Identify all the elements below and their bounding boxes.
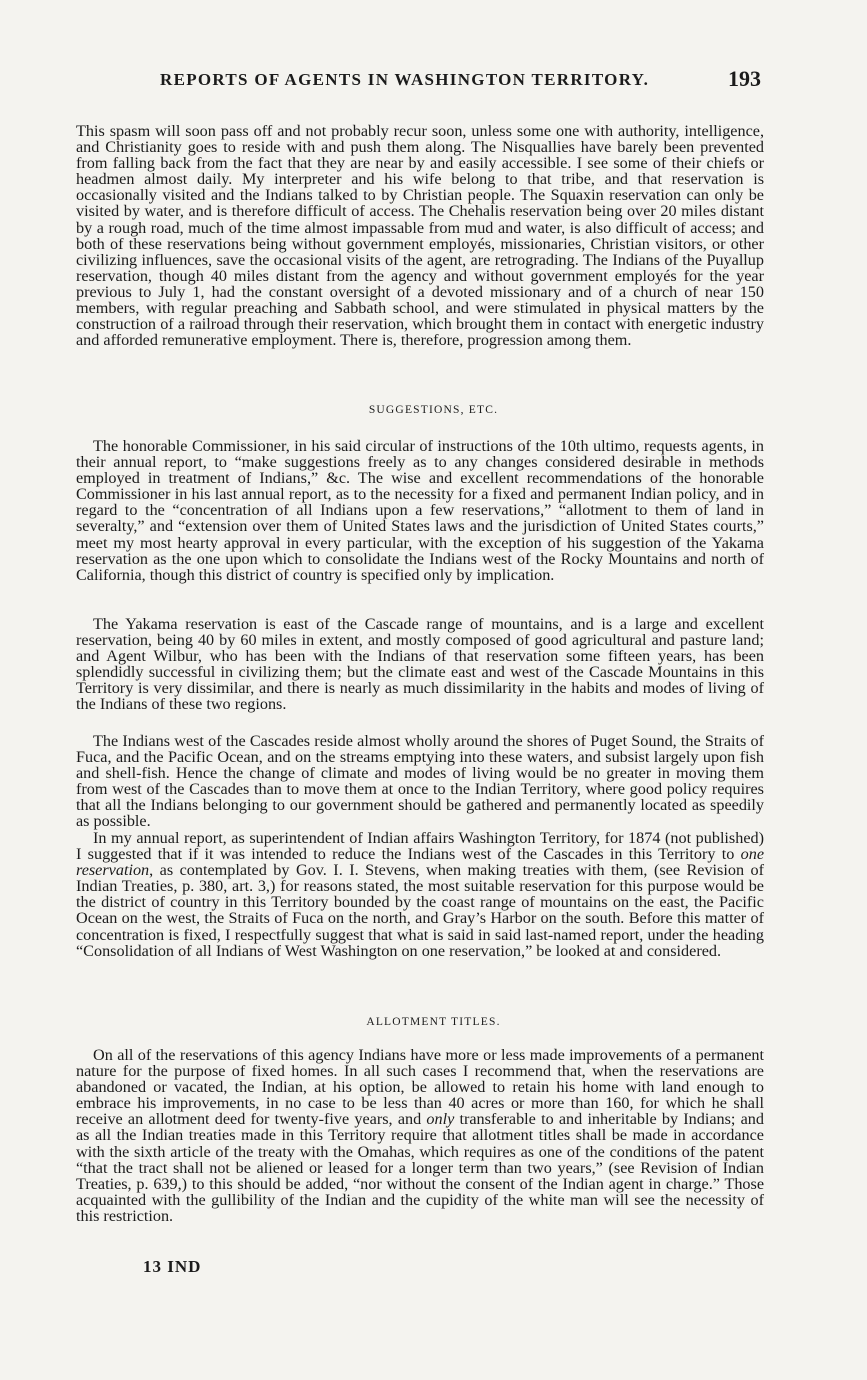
only-emphasis: only [426, 1110, 455, 1129]
signature-mark: 13 IND [143, 1257, 202, 1276]
paragraph-allotment-text-b: transferable to and inheritable by Indians; and as all the Indian treaties made in this Territory require that allotment titles shall be made in accordance with the sixth article of the treaty with the Omahas, which requires as one of the conditions of the patent “that the tract shall not be aliened or leased for a longer term than two years,” (see Revision of Indian Treaties, p. 639,) to this should be added, “nor without the consent of the Indian agent in charge.” Those acquainted with the gullibility of the Indian and the cupidity of the white man will see the necessity of this restriction. [76, 1110, 764, 1225]
paragraph-yakama: The Yakama reservation is east of the Cascade range of mountains, and is a large and excellent reservation, being 40 by 60 miles in extent, and mostly composed of good agricultural and pasture land; and Agent Wilbur, who has been with the Indians of that reservation some fifteen years, has been splendidly successful in civilizing them; but the climate east and west of the Cascade Mountains in this Territory is very dissimilar, and there is nearly as much dissimilarity in the habits and modes of living of the Indians of these two regions. [76, 615, 764, 714]
paragraph-annual-report-text-b: , as contemplated by Gov. I. I. Stevens, when making treaties with them, (see Revision of Indian Treaties, p. 380, art. 3,) for reasons stated, the most suitable reservation for this purpose would be the district of country in this Territory bounded by the coast range of mountains on the east, the Pacific Ocean on the west, the Straits of Fuca on the north, and Gray’s Harbor on the south. Before this matter of concentration is fixed, I respectfully suggest that what is said in said last-named report, under the heading “Consolidation of all Indians of West Washington on one reservation,” be looked at and considered. [76, 861, 764, 960]
paragraph-commissioner: The honorable Commissioner, in his said circular of instructions of the 10th ultimo, requests agents, in their annual report, to “make suggestions freely as to any changes considered desirable in methods employed in treatment of Indians,” &c. The wise and excellent recommendations of the honorable Commissioner in his last annual report, as to the necessity for a fixed and permanent Indian policy, and in regard to the “concentration of all Indians upon a few reservations,” “allotment to them of land in severalty,” and “extension over them of United States laws and the jurisdiction of United States courts,” meet my most hearty approval in every particular, with the exception of his suggestion of the Yakama reservation as the one upon which to consolidate the Indians west of the Rocky Mountains and north of California, though this district of country is specified only by implication. [76, 437, 764, 584]
paragraph-annual-report [76, 830, 764, 959]
one-reservation-emphasis: one reservation [76, 845, 764, 880]
running-header: REPORTS OF AGENTS IN WASHINGTON TERRITORY. [160, 70, 650, 89]
paragraph-annual-report-text-a: In my annual report, as superintendent of Indian affairs Washington Territory, for 1874 (not published) I suggested that if it was intended to reduce the Indians west of the Cascades in this Territory to [76, 829, 764, 864]
section-heading-suggestions: SUGGESTIONS, ETC. [368, 404, 499, 416]
paragraph-cascades: The Indians west of the Cascades reside almost wholly around the shores of Puget Sound, the Straits of Fuca, and the Pacific Ocean, and on the streams emptying into these waters, and subsist largely upon fish and shell-fish. Hence the change of climate and modes of living would be no greater in moving them from west of the Cascades than to move them at once to the Indian Territory, where good policy requires that all the Indians belonging to our government should be gathered and permanently located as speedily as possible. [76, 732, 764, 831]
page-number: 193 [728, 66, 761, 91]
paragraph-allotment-text-a: On all of the reservations of this agency Indians have more or less made improvements of a permanent nature for the purpose of fixed homes. In all such cases I recommend that, when the reservations are abandoned or vacated, the Indian, at his option, be allowed to retain his home with land enough to embrace his improvements, in no case to be less than 40 acres or more than 160, for which he shall receive an allotment deed for twenty-five years, and [76, 1046, 764, 1129]
paragraph-allotment [76, 1047, 764, 1224]
paragraph-nisquallies: This spasm will soon pass off and not probably recur soon, unless some one with authority, intelligence, and Christianity goes to reside with and push them along. The Nisquallies have barely been prevented from falling back from the fact that they are near by and easily accessible. I see some of their chiefs or headmen almost daily. My interpreter and his wife belong to that tribe, and that reservation is occasionally visited and the Indians talked to by Christian people. The Squaxin reservation can only be visited by water, and is therefore difficult of access. The Chehalis reservation being over 20 miles distant by a rough road, much of the time almost impassable from mud and water, is also difficult of access; and both of these reservations being without government employés, missionaries, Christian visitors, or other civilizing influences, save the occasional visits of the agent, are retrograding. The Indians of the Puyallup reservation, though 40 miles distant from the agency and without government employés for the year previous to July 1, had the constant oversight of a devoted missionary and of a church of near 150 members, with regular preaching and Sabbath school, and were stimulated in physical matters by the construction of a railroad through their reservation, which brought them in contact with energetic industry and afforded remunerative employment. There is, therefore, progression among them. [76, 122, 764, 350]
section-heading-allotment: ALLOTMENT TITLES. [366, 1016, 501, 1028]
